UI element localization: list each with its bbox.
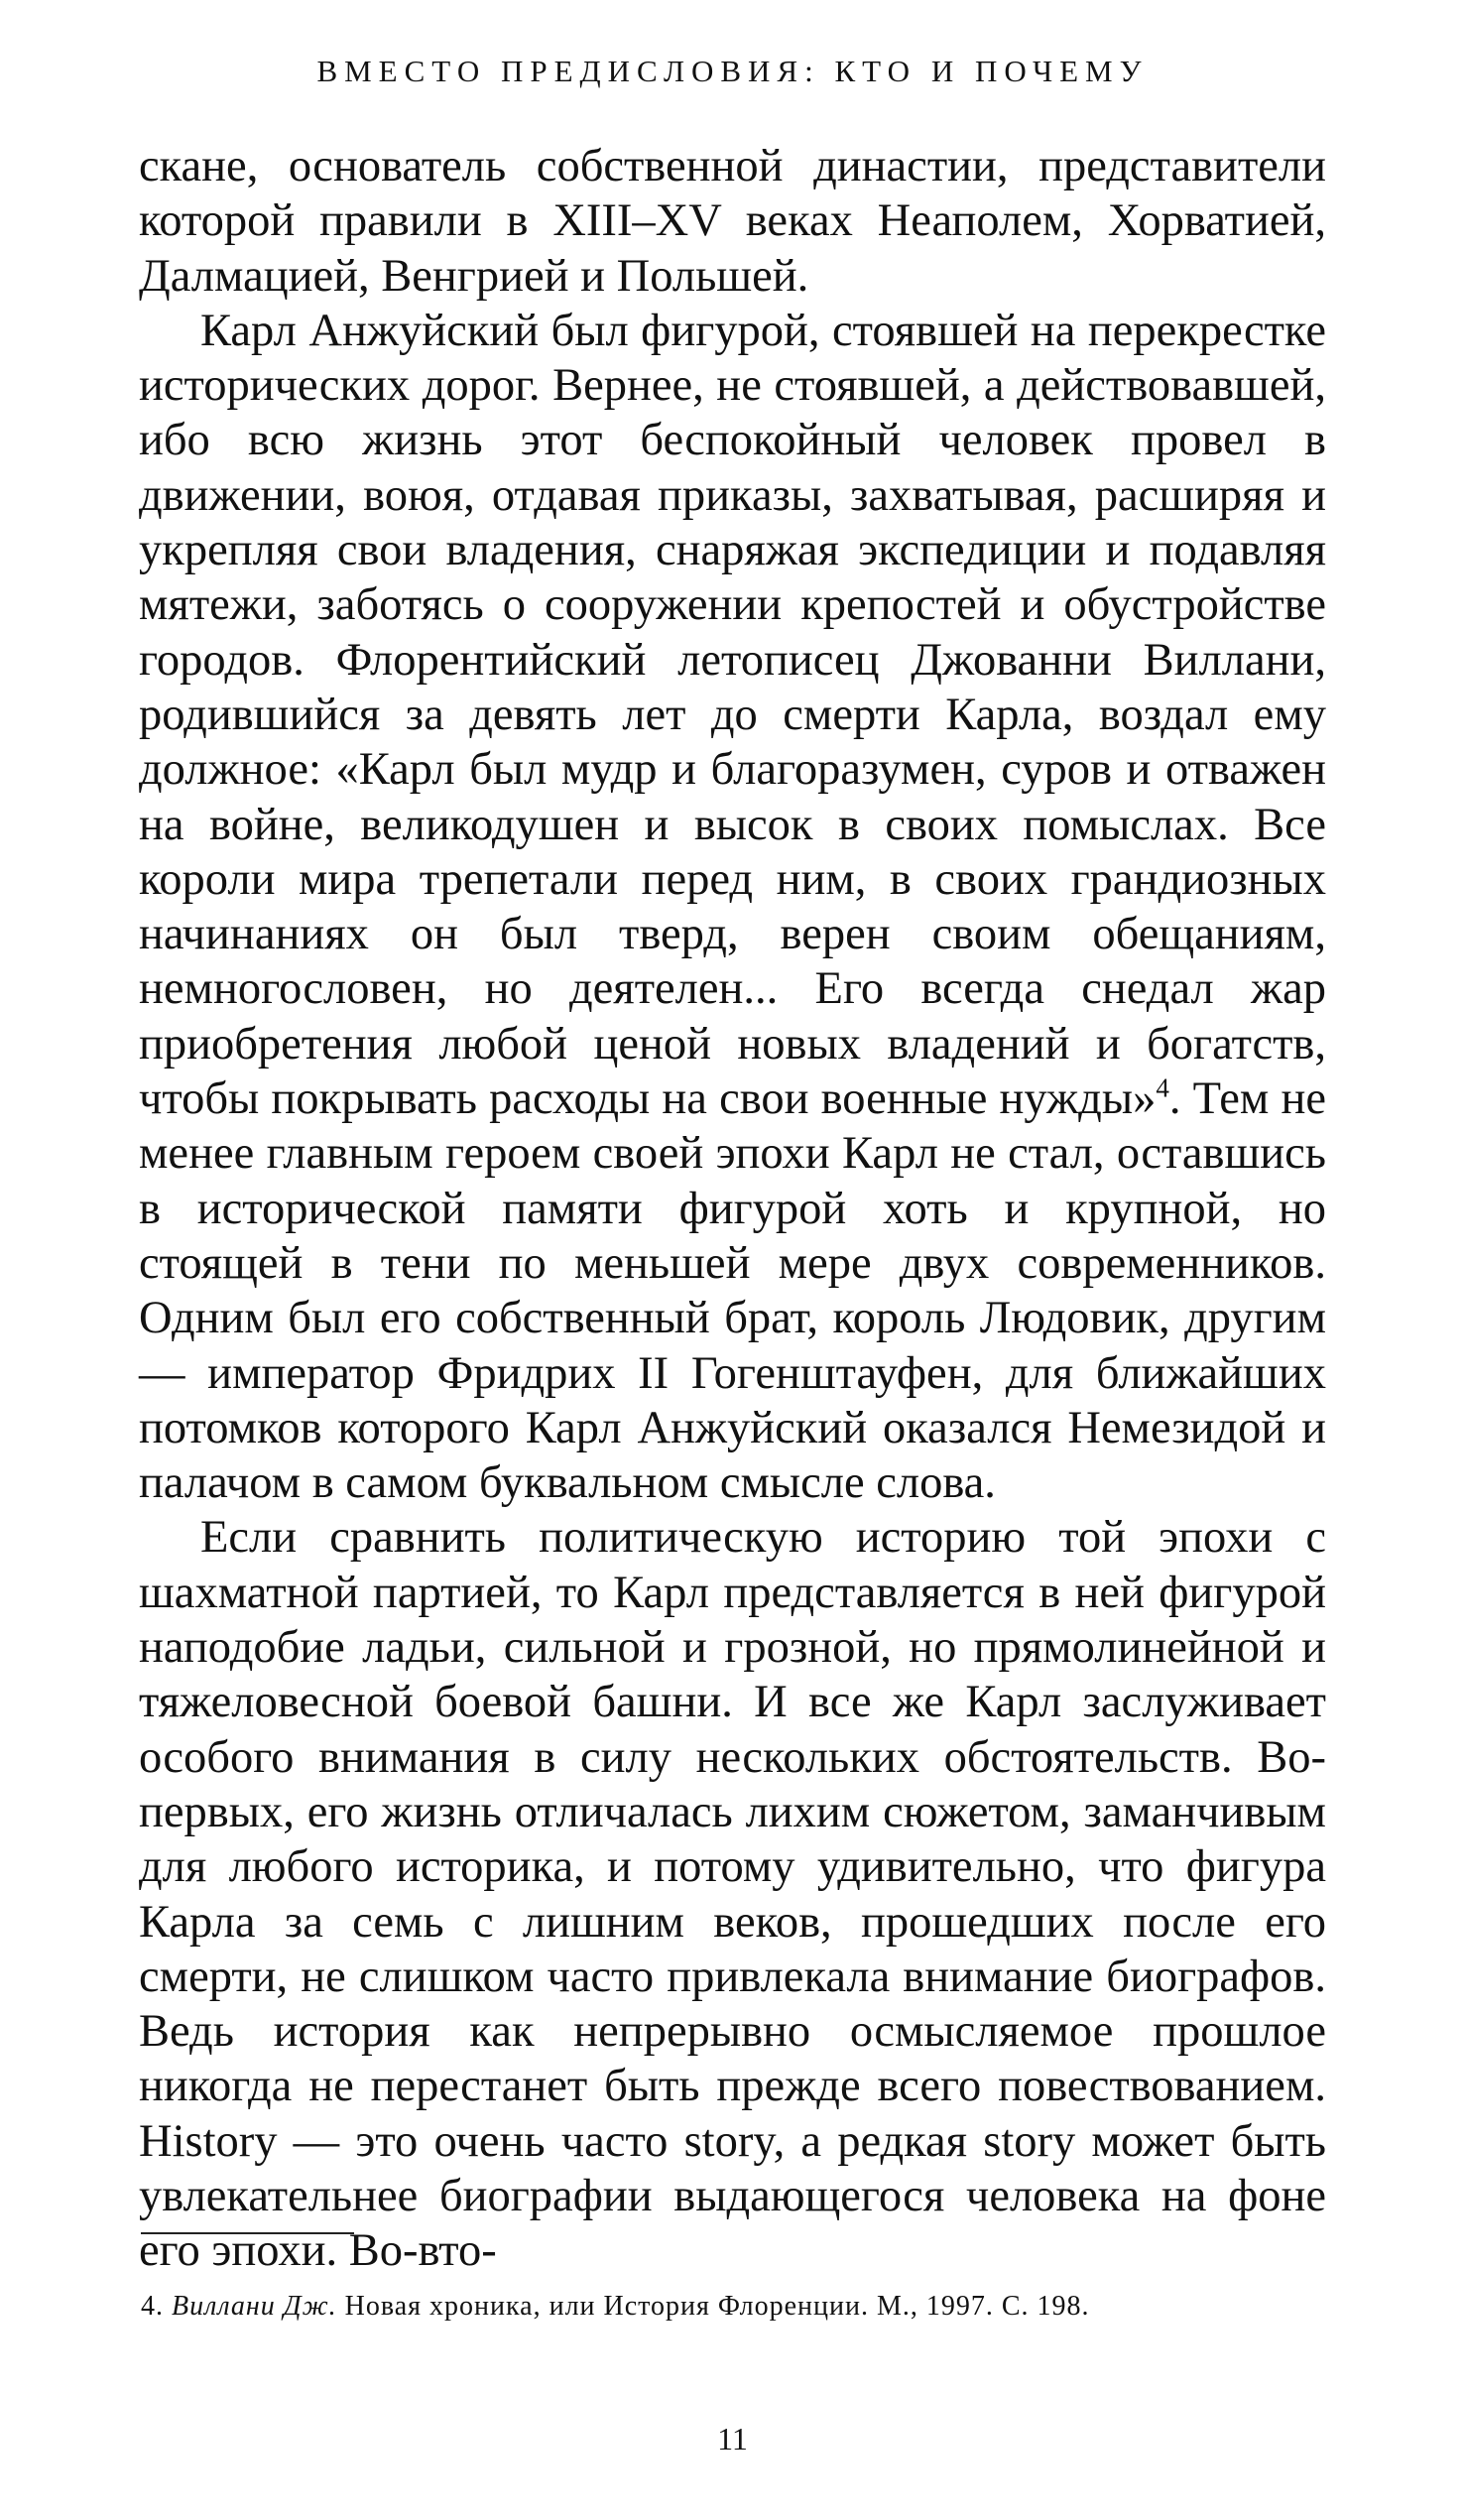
footnote-text: Новая хроника, или История Флоренции. М., 1997. С. 198. — [344, 2291, 1090, 2322]
paragraph-2: Карл Анжуйский был фигурой, стоявшей на перекрестке исторических дорог. Вернее, не стоявшей, а действовавшей, ибо всю жизнь этот беспокойный человек провел в движении, воюя, отдавая приказы, захватывая, расширяя и укрепляя свои владения, снаряжая экспедиции и подавляя мятежи, заботясь о сооружении крепостей и обустройстве городов. Флорентийский летописец Джованни Виллани, родившийся за девять лет до смерти Карла, воздал ему должное: «Карл был мудр и благоразумен, суров и отважен на войне, великодушен и высок в своих помыслах. Все короли мира трепетали перед ним, в своих грандиозных начинаниях он был тверд, верен своим обещаниям, немногословен, но деятелен... Его всегда снедал жар приобретения любой ценой новых владений и богатств, чтобы покрывать расходы на свои военные нужды»$^4$. Тем не менее главным героем своей эпохи Карл не стал, оставшись в исторической памяти фигурой хоть и крупной, но стоящей в тени по меньшей мере двух современников. Одним был его собственный брат, король Людовик, другим — император Фридрих II Гогенштауфен, для ближайших потомков которого Карл Анжуйский оказался Немезидой и палачом в самом буквальном смысле слова. — [139, 305, 1326, 1509]
page-number: 11 — [717, 2421, 748, 2457]
footnote-author: Виллани Дж. — [172, 2291, 337, 2322]
body-text — [139, 139, 1326, 2279]
footnote — [141, 2289, 1326, 2325]
paragraph-3: Если сравнить политическую историю той эпохи с шахматной партией, то Карл представляется в ней фигурой наподобие ладьи, сильной и грозной, но прямолинейной и тяжеловесной боевой башни. И все же Карл заслуживает особого внимания в силу нескольких обстоятельств. Во-первых, его жизнь отличалась лихим сюжетом, заманчивым для любого историка, и потому удивительно, что фигура Карла за семь с лишним веков, прошедших после его смерти, не слишком часто привлекала внимание биографов. Ведь история как непрерывно осмысляемое прошлое никогда не перестанет быть прежде всего повествованием. History — это очень часто story, а редкая story может быть увлекательнее биографии выдающегося человека на фоне его эпохи. Во-вто- — [139, 1512, 1326, 2277]
footnote-reference: 4 — [1156, 1072, 1169, 1103]
running-head: ВМЕСТО ПРЕДИСЛОВИЯ: КТО И ПОЧЕМУ — [316, 54, 1149, 88]
paragraph-1: скане, основатель собственной династии, представители которой правили в XIII–XV веках Неаполем, Хорватией, Далмацией, Венгрией и Польшей. — [139, 141, 1326, 302]
footnote-divider — [141, 2232, 354, 2234]
footnote-number: 4. — [141, 2291, 164, 2322]
